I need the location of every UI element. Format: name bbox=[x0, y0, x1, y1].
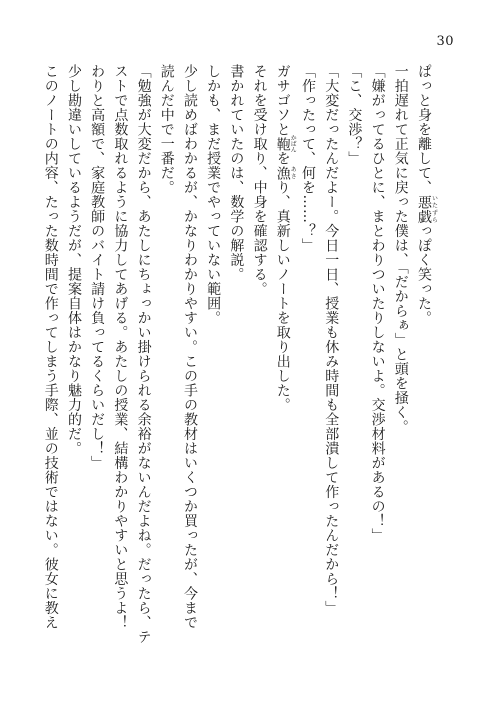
text-line: 「大変だったんだよー。今日一日、授業も休み時間も全部潰して作ったんだから！」 bbox=[323, 64, 340, 615]
furigana: 漁あさ bbox=[274, 165, 297, 180]
text-line: 書かれていたのは、数学の解説。 bbox=[228, 64, 245, 282]
text-line: 「こ、交渉？」 bbox=[346, 64, 363, 166]
text-line: 読んだ中で一番だ。 bbox=[158, 64, 175, 195]
text-line: 「作ったって、何を……？」 bbox=[299, 64, 316, 253]
text-line: しかも、まだ授業でやっていない範囲。 bbox=[205, 64, 222, 325]
text-line: ストで点数取れるように協力してあげる。あたしの授業、結構わかりやすいと思うよ！ bbox=[112, 64, 129, 630]
text-line: ぱっと身を離して、悪戯いたずらっぽく笑った。 bbox=[416, 64, 438, 325]
text-line: 「勉強が大変だから、あたしにちょっかい掛けられる余裕がないんだよね。だったら、テ bbox=[135, 64, 152, 644]
novel-text-body bbox=[42, 64, 438, 679]
text-line: 一拍遅れて正気に戻った僕は、「だからぁ」と頭を掻く。 bbox=[392, 64, 409, 434]
text-line: このノートの内容、たった数時間で作ってしまう手際、並の技術ではない。彼女に教え bbox=[42, 64, 59, 630]
page-number: 30 bbox=[436, 34, 454, 49]
furigana: 鞄かばん bbox=[274, 134, 297, 153]
text-line: わりと高額で、家庭教師のバイト請け負ってるくらいだし！」 bbox=[89, 64, 106, 470]
text-line: 少し勘違いしているようだが、提案自体はかなり魅力的だ。 bbox=[65, 64, 82, 456]
text-line: 少し読めばわかるが、かなりわかりやすい。この手の教材はいくつか買ったが、今まで bbox=[181, 64, 198, 630]
furigana: 悪戯いたずら bbox=[416, 194, 438, 224]
text-line: それを受け取り、中身を確認する。 bbox=[251, 64, 268, 296]
text-line: ガサゴソと鞄かばんを漁あさり、真新しいノートを取り出した。 bbox=[274, 64, 297, 412]
text-line: 「嫌がってるひとに、まとわりついたりしないよ。交渉材料があるの！」 bbox=[369, 64, 386, 543]
